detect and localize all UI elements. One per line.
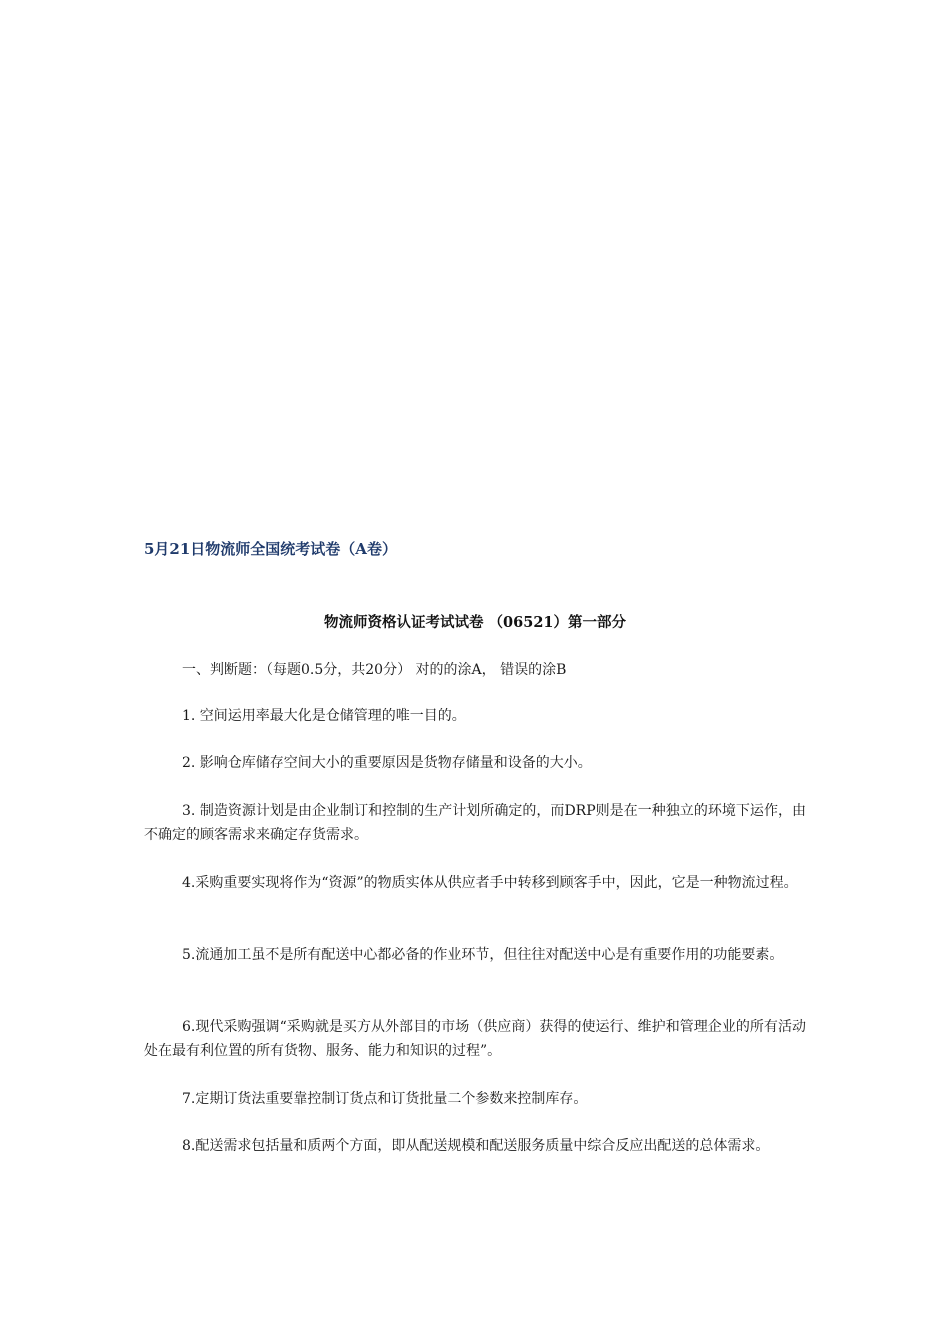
question-item-5: 5.流通加工虽不是所有配送中心都必备的作业环节，但往往对配送中心是有重要作用的功能要素。 xyxy=(182,947,784,963)
question-item-2: 2. 影响仓库储存空间大小的重要原因是货物存储量和设备的大小。 xyxy=(182,755,592,771)
question-item-8: 8.配送需求包括量和质两个方面，即从配送规模和配送服务质量中综合反应出配送的总体需求。 xyxy=(182,1138,770,1154)
question-item-3: 3. 制造资源计划是由企业制订和控制的生产计划所确定的，而DRP则是在一种独立的环境下运作，由不确定的顾客需求来确定存货需求。 xyxy=(144,803,806,843)
exam-subtitle: 物流师资格认证考试试卷 （06521）第一部分 xyxy=(324,614,626,631)
question-item-1: 1. 空间运用率最大化是仓储管理的唯一目的。 xyxy=(182,708,466,724)
question-item-4: 4.采购重要实现将作为“资源”的物质实体从供应者手中转移到顾客手中，因此，它是一种物流过程。 xyxy=(182,875,798,891)
question-item-7: 7.定期订货法重要靠控制订货点和订货批量二个参数来控制库存。 xyxy=(182,1091,588,1107)
question-item-6: 6.现代采购强调“采购就是买方从外部目的市场（供应商）获得的使运行、维护和管理企业的所有活动处在最有利位置的所有货物、服务、能力和知识的过程”。 xyxy=(144,1019,806,1059)
document-heading: 5月21日物流师全国统考试卷（A卷） xyxy=(144,540,397,558)
section-title: 一、判断题：（每题0.5分，共20分） 对的的涂A， 错误的涂B xyxy=(182,662,567,678)
